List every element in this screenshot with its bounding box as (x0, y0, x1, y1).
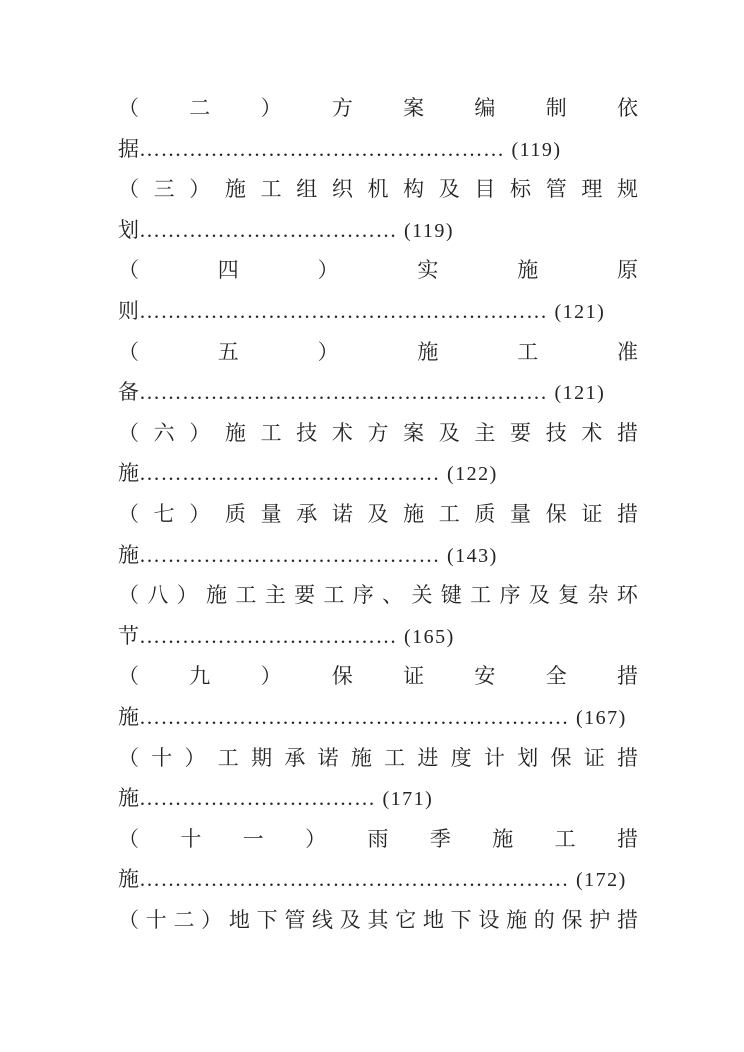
toc-char: 设 (478, 907, 500, 932)
toc-char: （ (118, 96, 139, 120)
toc-carry-char: 施 (118, 704, 139, 729)
toc-entry-continuation (118, 129, 638, 170)
toc-char: 原 (616, 258, 638, 283)
page-number: (172) (576, 869, 627, 892)
toc-char: ） (260, 664, 282, 689)
toc-char: 构 (403, 177, 425, 202)
toc-carry-char: 施 (118, 461, 139, 486)
dot-leader: …………………………………… (139, 542, 440, 567)
toc-carry-char: 施 (118, 542, 139, 567)
toc-char: 施 (224, 177, 246, 202)
toc-entry (118, 88, 638, 169)
toc-entry-continuation (118, 778, 638, 819)
toc-char: 准 (616, 339, 638, 364)
toc-char: 实 (417, 258, 439, 283)
toc-char: 施 (403, 501, 425, 526)
toc-char: 工 (260, 177, 282, 202)
toc-char: （ (118, 826, 139, 851)
page-number: (119) (511, 138, 562, 161)
toc-entry-first-line (118, 494, 638, 535)
toc-entry-first-line (118, 819, 638, 860)
toc-char: 组 (296, 177, 318, 202)
toc-entry-first-line (118, 332, 638, 373)
toc-char: 保 (550, 745, 572, 770)
toc-char: 案 (403, 420, 425, 445)
toc-entry (118, 250, 638, 331)
toc-entry-first-line (118, 575, 638, 616)
toc-char: 施 (492, 826, 514, 851)
toc-char: 六 (153, 420, 175, 445)
dot-leader: ………………………………………………… (139, 380, 548, 405)
page-number: (167) (576, 706, 627, 729)
toc-char: 十 (151, 745, 173, 770)
toc-char: 量 (260, 501, 282, 526)
toc-char: （ (118, 339, 139, 364)
toc-entry-first-line (118, 169, 638, 210)
toc-entry (118, 169, 638, 250)
toc-char: 保 (545, 501, 567, 526)
toc-entry-continuation (118, 453, 638, 494)
toc-char: 案 (403, 96, 425, 120)
toc-char: 期 (251, 745, 273, 770)
dot-leader: …………………………………………… (139, 136, 505, 161)
toc-char: 施 (206, 583, 228, 608)
toc-char: 护 (589, 907, 611, 932)
toc-char: 二 (173, 907, 195, 932)
toc-char: 依 (616, 96, 638, 120)
page-number: (121) (554, 300, 606, 323)
toc-carry-char: 节 (118, 623, 139, 648)
toc-char: 下 (256, 907, 278, 932)
toc-char: 保 (331, 664, 353, 689)
toc-char: 编 (474, 96, 496, 120)
toc-char: （ (118, 420, 139, 445)
toc-char: 质 (474, 501, 496, 526)
page-number: (171) (382, 788, 434, 811)
toc-char: 安 (474, 664, 496, 689)
toc (118, 88, 638, 940)
toc-char: 九 (189, 664, 211, 689)
page-number: (122) (447, 463, 498, 486)
dot-leader: …………………………………………………… (139, 867, 569, 892)
toc-char: 及 (438, 420, 460, 445)
toc-char: 标 (510, 177, 532, 202)
toc-char: 承 (284, 745, 306, 770)
dot-leader: ……………………………… (139, 623, 397, 648)
toc-char: 季 (429, 826, 451, 851)
toc-entry (118, 900, 638, 941)
toc-char: 织 (331, 177, 353, 202)
toc-char: 八 (147, 583, 169, 608)
toc-char: 工 (323, 583, 345, 608)
toc-char: 术 (331, 420, 353, 445)
toc-char: 要 (294, 583, 316, 608)
toc-char: ） (189, 501, 211, 526)
toc-char: 雨 (367, 826, 389, 851)
toc-entry-continuation (118, 697, 638, 738)
page-number: (121) (554, 382, 606, 405)
toc-char: （ (118, 258, 139, 283)
toc-char: 施 (517, 258, 539, 283)
toc-char: （ (118, 501, 139, 526)
toc-carry-char: 施 (118, 867, 139, 892)
toc-char: 计 (483, 745, 505, 770)
toc-entry-first-line (118, 656, 638, 697)
toc-char: 诺 (331, 501, 353, 526)
toc-entry (118, 332, 638, 413)
toc-char: 环 (616, 583, 638, 608)
toc-char: 四 (217, 258, 239, 283)
toc-char: 管 (545, 177, 567, 202)
toc-char: 工 (438, 501, 460, 526)
toc-char: 措 (616, 745, 638, 770)
toc-char: 机 (367, 177, 389, 202)
toc-entry-first-line (118, 88, 638, 129)
toc-char: ） (317, 258, 339, 283)
toc-entry (118, 738, 638, 819)
toc-char: 质 (224, 501, 246, 526)
toc-char: 线 (312, 907, 334, 932)
toc-char: 理 (581, 177, 603, 202)
toc-char: 目 (474, 177, 496, 202)
toc-char: 保 (561, 907, 583, 932)
toc-entry (118, 819, 638, 900)
toc-char: 措 (616, 664, 638, 689)
toc-char: 的 (533, 907, 555, 932)
toc-char: （ (118, 177, 139, 202)
toc-char: ） (305, 826, 327, 851)
dot-leader: …………………………… (139, 786, 376, 811)
toc-char: 划 (517, 745, 539, 770)
toc-char: 工 (470, 583, 492, 608)
toc-entry-continuation (118, 210, 638, 251)
toc-char: 及 (367, 501, 389, 526)
toc-char: 证 (581, 501, 603, 526)
toc-char: 及 (339, 907, 361, 932)
toc-char: 一 (242, 826, 264, 851)
dot-leader: …………………………………………………… (139, 704, 569, 729)
toc-entry-first-line (118, 738, 638, 779)
toc-char: 措 (616, 501, 638, 526)
toc-char: 技 (545, 420, 567, 445)
toc-char: 诺 (317, 745, 339, 770)
toc-carry-char: 则 (118, 298, 139, 323)
toc-char: 制 (545, 96, 567, 120)
toc-char: 及 (438, 177, 460, 202)
toc-char: ） (317, 339, 339, 364)
toc-char: 工 (517, 339, 539, 364)
toc-entry (118, 494, 638, 575)
toc-entry (118, 413, 638, 494)
toc-char: 措 (617, 826, 638, 851)
toc-entry (118, 656, 638, 737)
toc-char: 管 (284, 907, 306, 932)
toc-char: 方 (331, 96, 353, 120)
toc-char: ） (201, 907, 223, 932)
toc-char: 地 (228, 907, 250, 932)
toc-char: 工 (217, 745, 239, 770)
toc-char: 主 (264, 583, 286, 608)
toc-char: 三 (153, 177, 175, 202)
toc-carry-char: 据 (118, 136, 139, 161)
toc-char: （ (118, 583, 139, 608)
toc-char: ） (189, 420, 211, 445)
toc-char: 规 (616, 177, 638, 202)
toc-char: 键 (440, 583, 462, 608)
toc-carry-char: 备 (118, 380, 139, 405)
dot-leader: …………………………………… (139, 461, 440, 486)
toc-char: 证 (583, 745, 605, 770)
dot-leader: ……………………………… (139, 217, 397, 242)
toc-entry-continuation (118, 616, 638, 657)
toc-char: 要 (510, 420, 532, 445)
toc-entry-continuation (118, 291, 638, 332)
toc-char: 技 (296, 420, 318, 445)
toc-char: 施 (224, 420, 246, 445)
toc-char: ） (189, 177, 211, 202)
toc-char: ） (176, 583, 198, 608)
toc-char: 复 (558, 583, 580, 608)
page-number: (119) (404, 219, 455, 242)
toc-char: （ (118, 907, 139, 932)
toc-char: （ (118, 664, 139, 689)
toc-char: 下 (450, 907, 472, 932)
toc-char: 二 (189, 96, 211, 120)
toc-char: 施 (350, 745, 372, 770)
toc-entry-first-line (118, 250, 638, 291)
toc-char: 进 (417, 745, 439, 770)
toc-char: （ (118, 745, 139, 770)
toc-char: 七 (153, 501, 175, 526)
toc-entry (118, 575, 638, 656)
toc-char: 施 (417, 339, 439, 364)
toc-char: 度 (450, 745, 472, 770)
toc-char: 序 (352, 583, 374, 608)
toc-char: 量 (510, 501, 532, 526)
page-number: (165) (404, 625, 455, 648)
toc-char: 及 (528, 583, 550, 608)
toc-char: 工 (260, 420, 282, 445)
toc-char: 十 (180, 826, 202, 851)
toc-char: 工 (554, 826, 576, 851)
toc-entry-first-line (118, 413, 638, 454)
toc-entry-continuation (118, 859, 638, 900)
toc-char: 措 (616, 907, 638, 932)
toc-char: ） (260, 96, 282, 120)
toc-entry-continuation (118, 372, 638, 413)
dot-leader: ………………………………………………… (139, 298, 548, 323)
toc-char: 十 (145, 907, 167, 932)
toc-char: 地 (422, 907, 444, 932)
toc-entry-continuation (118, 535, 638, 576)
toc-char: 方 (367, 420, 389, 445)
toc-char: 、 (382, 583, 404, 608)
toc-char: 工 (384, 745, 406, 770)
toc-char: 杂 (587, 583, 609, 608)
toc-carry-char: 划 (118, 217, 139, 242)
toc-carry-char: 施 (118, 786, 139, 811)
toc-char: 关 (411, 583, 433, 608)
toc-char: 证 (403, 664, 425, 689)
page-number: (143) (447, 544, 498, 567)
toc-char: 措 (616, 420, 638, 445)
toc-entry-first-line (118, 900, 638, 941)
toc-char: 它 (395, 907, 417, 932)
toc-char: 术 (581, 420, 603, 445)
toc-char: 全 (545, 664, 567, 689)
toc-char: 其 (367, 907, 389, 932)
toc-char: 五 (217, 339, 239, 364)
toc-char: ） (184, 745, 206, 770)
toc-char: 主 (474, 420, 496, 445)
toc-char: 施 (506, 907, 528, 932)
toc-char: 工 (235, 583, 257, 608)
toc-char: 序 (499, 583, 521, 608)
toc-char: 承 (296, 501, 318, 526)
